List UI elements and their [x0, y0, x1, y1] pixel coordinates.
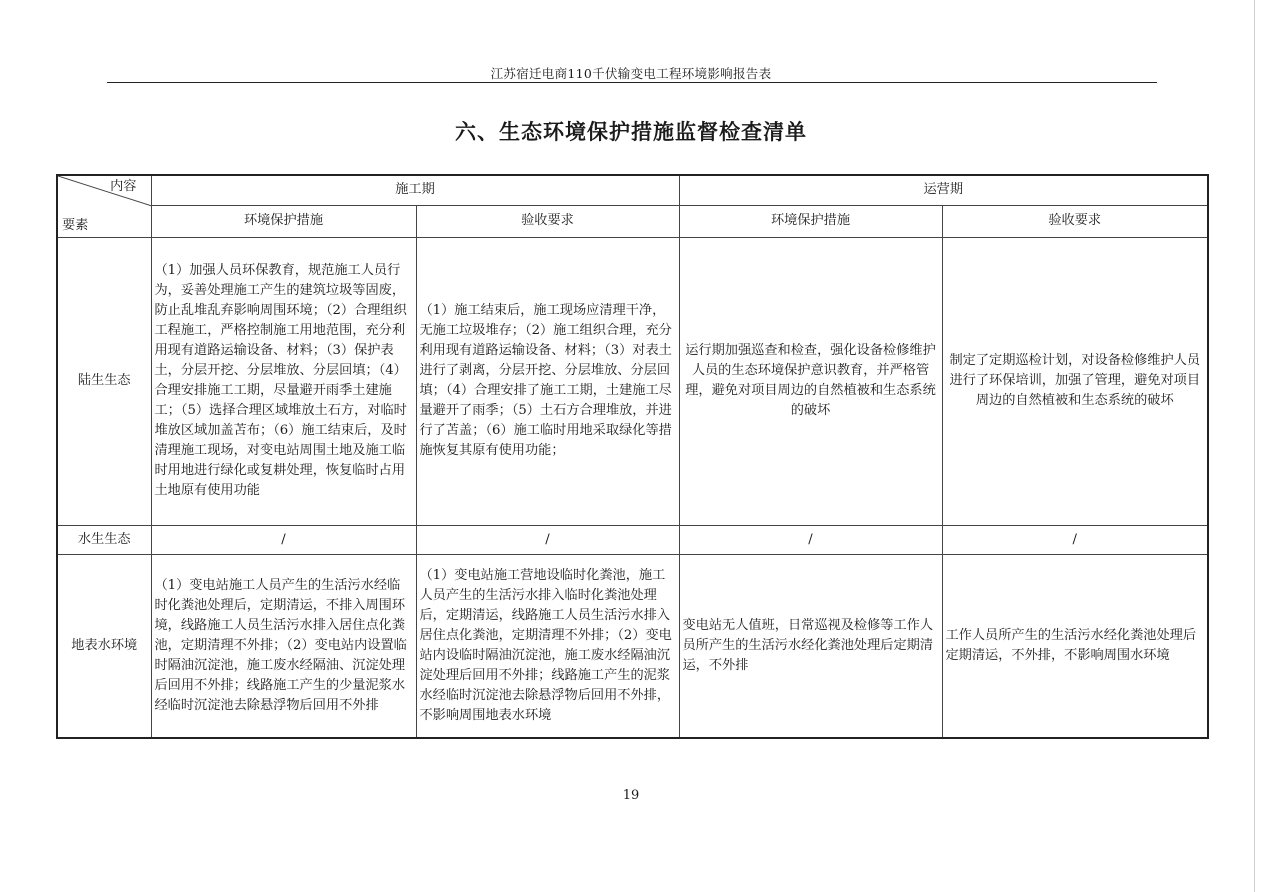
table-header-row-groups: [57, 175, 1208, 205]
header-rule: [107, 82, 1157, 83]
col-header-construction-acceptance: 验收要求: [416, 205, 679, 237]
cell-operation-acceptance: /: [942, 525, 1208, 554]
table-row: [57, 237, 1208, 525]
table-row: [57, 525, 1208, 554]
col-header-construction-measures: 环境保护措施: [151, 205, 416, 237]
checklist-table: [56, 174, 1209, 739]
running-header: 江苏宿迁电商110千伏输变电工程环境影响报告表: [490, 66, 772, 81]
table-header-row-columns: [57, 205, 1208, 237]
col-header-operation-measures: 环境保护措施: [679, 205, 942, 237]
page-number: 19: [622, 788, 640, 803]
cell-construction-acceptance: （1）变电站施工营地设临时化粪池，施工人员产生的生活污水排入临时化粪池处理后，定期清运，线路施工人员生活污水排入居住点化粪池，定期清理不外排；（2）变电站内设临时隔油沉淀池，施工废水经隔油沉淀处理后回用不外排；线路施工产生的泥浆水经临时沉淀池去除悬浮物后回用不外排，不影响周围地表水环境: [416, 554, 679, 738]
row-label-terrestrial-ecology: 陆生生态: [57, 237, 151, 525]
corner-label-content: 内容: [110, 179, 137, 194]
row-label-surface-water: 地表水环境: [57, 554, 151, 738]
cell-operation-measures: 运行期加强巡查和检查，强化设备检修维护人员的生态环境保护意识教育，并严格管理，避免对项目周边的自然植被和生态系统的破坏: [679, 237, 942, 525]
corner-label-element: 要素: [62, 217, 89, 233]
cell-operation-measures: 变电站无人值班，日常巡视及检修等工作人员所产生的生活污水经化粪池处理后定期清运，不外排: [679, 554, 942, 738]
group-header-operation: 运营期: [679, 175, 1208, 205]
corner-header-cell: [57, 175, 151, 237]
cell-operation-acceptance: 制定了定期巡检计划，对设备检修维护人员进行了环保培训，加强了管理，避免对项目周边的自然植被和生态系统的破坏: [942, 237, 1208, 525]
group-header-construction: 施工期: [151, 175, 679, 205]
cell-construction-acceptance: /: [416, 525, 679, 554]
table-row: [57, 554, 1208, 738]
cell-operation-measures: /: [679, 525, 942, 554]
cell-operation-acceptance: 工作人员所产生的生活污水经化粪池处理后定期清运，不外排，不影响周围水环境: [942, 554, 1208, 738]
cell-construction-measures: （1）加强人员环保教育，规范施工人员行为，妥善处理施工产生的建筑垃圾等固废，防止乱堆乱弃影响周围环境；（2）合理组织工程施工，严格控制施工用地范围，充分利用现有道路运输设备、材料；（3）保护表土，分层开挖、分层堆放、分层回填；（4）合理安排施工工期，尽量避开雨季土建施工；（5）选择合理区域堆放土石方，对临时堆放区域加盖苫布；（6）施工结束后，及时清理施工现场，对变电站周围土地及施工临时用地进行绿化或复耕处理，恢复临时占用土地原有使用功能: [151, 237, 416, 525]
cell-construction-measures: /: [151, 525, 416, 554]
cell-construction-acceptance: （1）施工结束后，施工现场应清理干净，无施工垃圾堆存；（2）施工组织合理，充分利用现有道路运输设备、材料；（3）对表土进行了剥离，分层开挖、分层堆放、分层回填；（4）合理安排了施工工期，土建施工尽量避开了雨季；（5）土石方合理堆放，并进行了苫盖；（6）施工临时用地采取绿化等措施恢复其原有使用功能；: [416, 237, 679, 525]
row-label-aquatic-ecology: 水生生态: [57, 525, 151, 554]
cell-construction-measures: （1）变电站施工人员产生的生活污水经临时化粪池处理后，定期清运，不排入周围环境，线路施工人员生活污水排入居住点化粪池，定期清理不外排；（2）变电站内设置临时隔油沉淀池，施工废水经隔油、沉淀处理后回用不外排；线路施工产生的少量泥浆水经临时沉淀池去除悬浮物后回用不外排: [151, 554, 416, 738]
col-header-operation-acceptance: 验收要求: [942, 205, 1208, 237]
section-title: 六、生态环境保护措施监督检查清单: [455, 120, 807, 144]
